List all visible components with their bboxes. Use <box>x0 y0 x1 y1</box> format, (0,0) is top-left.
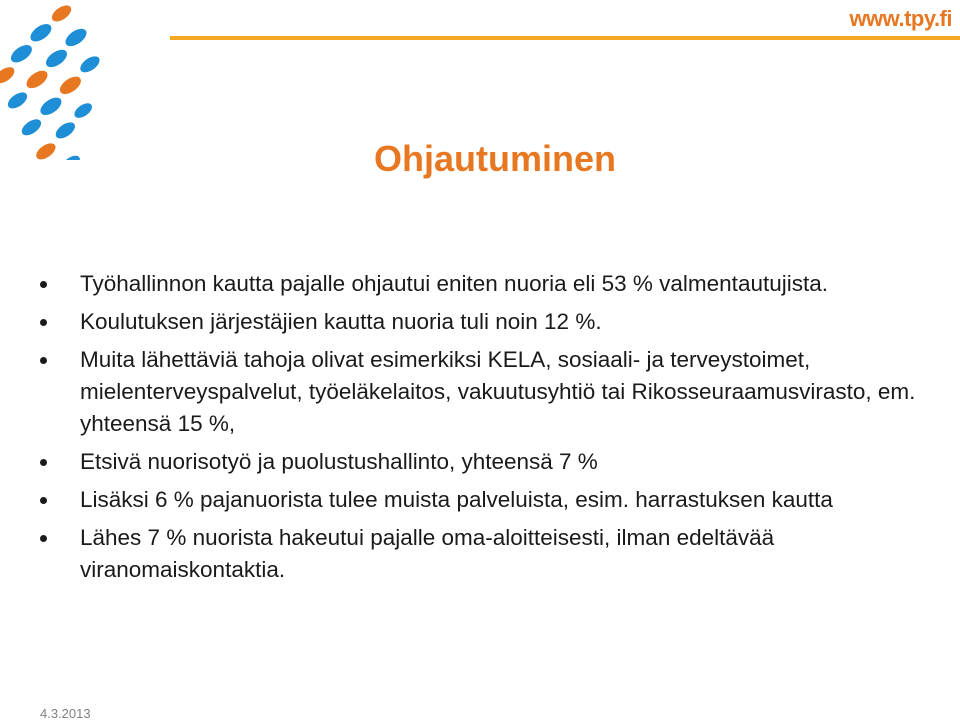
site-url: www.tpy.fi <box>849 6 952 31</box>
bullet-text: Lisäksi 6 % pajanuorista tulee muista palveluista, esim. harrastuksen kautta <box>80 487 833 512</box>
bullet-dot-icon <box>40 535 47 542</box>
bullet-item <box>40 306 945 338</box>
footer-date: 4.3.2013 <box>40 706 91 721</box>
bullet-dot-icon <box>40 459 47 466</box>
bullet-text: Etsivä nuorisotyö ja puolustushallinto, yhteensä 7 % <box>80 449 598 474</box>
bullet-item <box>40 268 945 300</box>
bullet-list <box>40 268 945 592</box>
bullet-text: Lähes 7 % nuorista hakeutui pajalle oma-aloitteisesti, ilman edeltävää viranomaiskontaktia. <box>80 525 775 582</box>
bullet-text: Työhallinnon kautta pajalle ohjautui eniten nuoria eli 53 % valmentautujista. <box>80 271 828 296</box>
bullet-dot-icon <box>40 357 47 364</box>
bullet-item <box>40 484 945 516</box>
bullet-text: Muita lähettäviä tahoja olivat esimerkiksi KELA, sosiaali- ja terveystoimet, mielenterveyspalvelut, työeläkelaitos, vakuutusyhtiö tai Rikosseuraamusvirasto, em. yhteensä 15 %, <box>80 347 916 436</box>
bullet-dot-icon <box>40 497 47 504</box>
bullet-dot-icon <box>40 281 47 288</box>
bullet-item <box>40 446 945 478</box>
tpy-logo-dots <box>0 0 170 160</box>
bullet-dot-icon <box>40 319 47 326</box>
header-divider <box>170 36 960 40</box>
bullet-item <box>40 522 945 586</box>
slide-title: Ohjautuminen <box>374 138 616 179</box>
bullet-item <box>40 344 945 440</box>
bullet-text: Koulutuksen järjestäjien kautta nuoria tuli noin 12 %. <box>80 309 602 334</box>
